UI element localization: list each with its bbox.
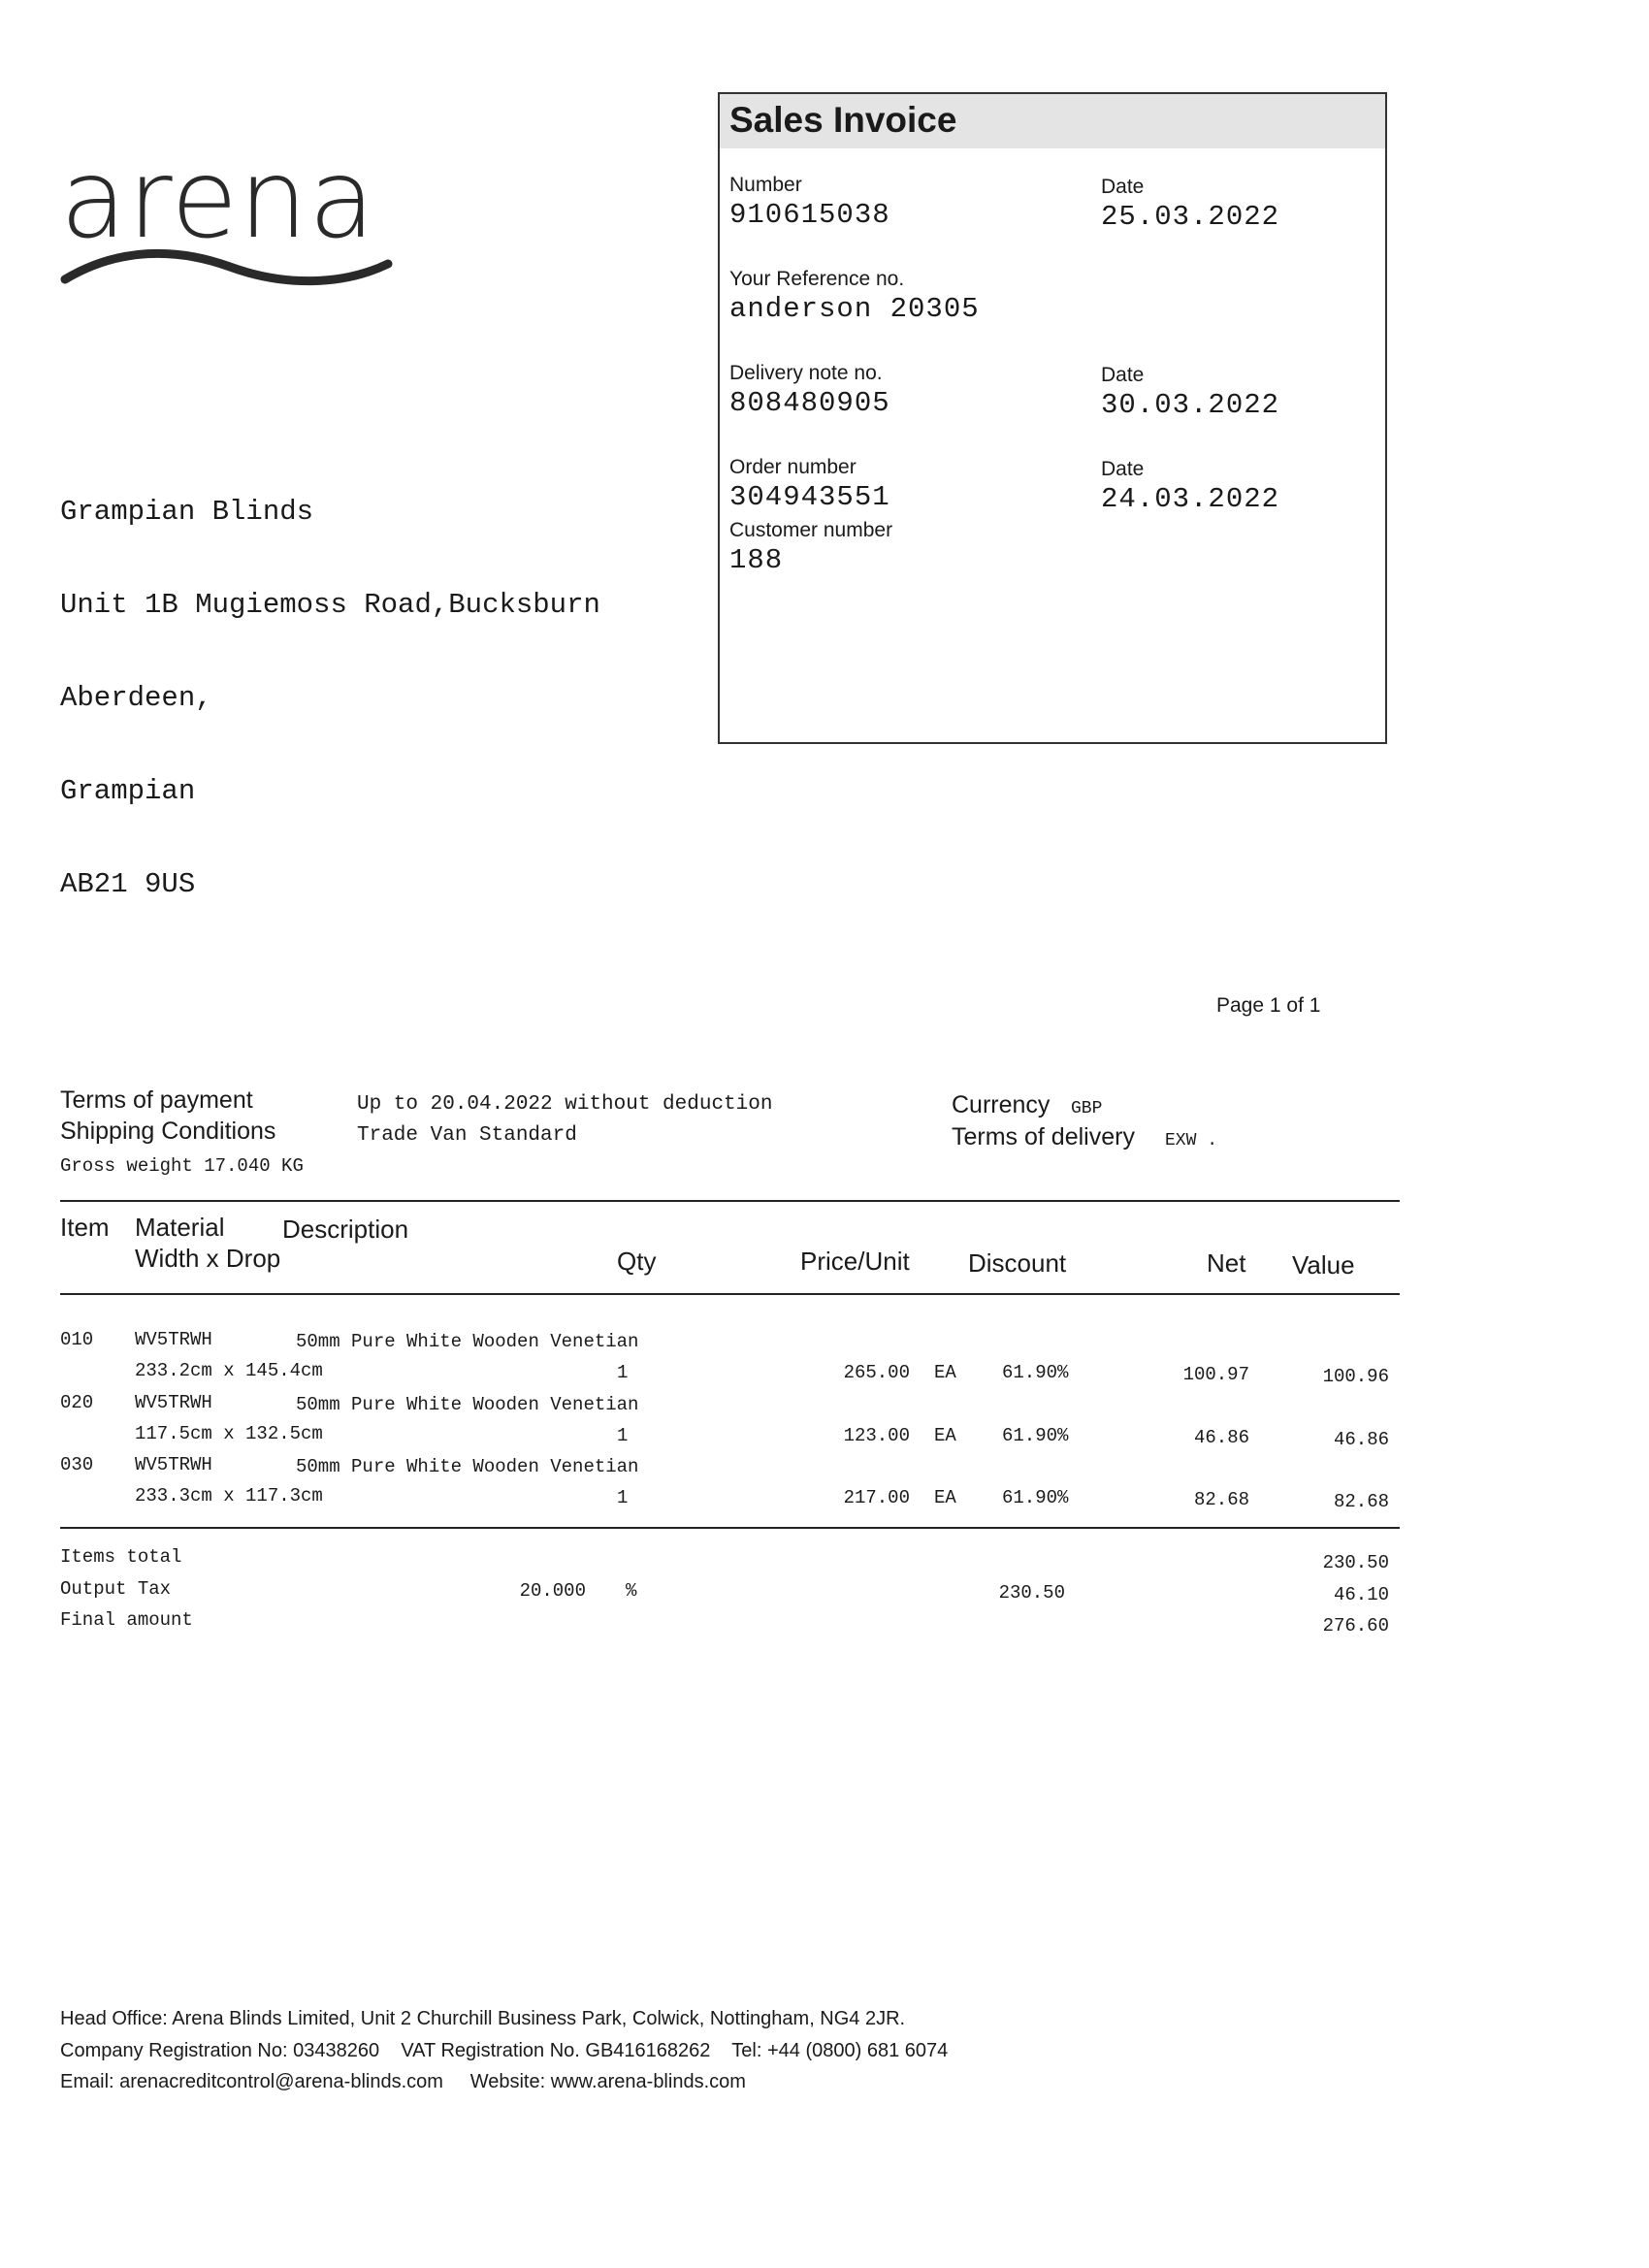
row-description: 50mm Pure White Wooden Venetian <box>296 1331 639 1352</box>
order-date-label: Date <box>1101 458 1145 480</box>
header-description: Description <box>282 1215 409 1244</box>
final-amount-label: Final amount <box>60 1609 193 1631</box>
date-label: Date <box>1101 176 1145 198</box>
items-total-label: Items total <box>60 1546 182 1568</box>
items-total: 230.50 <box>1322 1552 1389 1573</box>
row-price: 123.00 <box>843 1425 910 1446</box>
currency-label: Currency <box>952 1091 1051 1118</box>
row-item: 030 <box>60 1454 94 1475</box>
address-line: Aberdeen, <box>60 682 212 714</box>
row-value: 100.96 <box>1322 1366 1389 1387</box>
terms-of-payment-label: Terms of payment <box>60 1086 253 1114</box>
row-discount: 61.90% <box>1002 1425 1069 1446</box>
row-qty: 1 <box>617 1362 629 1383</box>
delivery-note-number: 808480905 <box>729 387 890 419</box>
invoice-date: 25.03.2022 <box>1101 201 1280 233</box>
row-net: 100.97 <box>1182 1364 1249 1385</box>
logo-text: arena <box>60 137 376 263</box>
order-number: 304943551 <box>729 481 890 513</box>
telephone: Tel: +44 (0800) 681 6074 <box>731 2040 949 2061</box>
currency: GBP <box>1071 1099 1103 1118</box>
header-price-unit: Price/Unit <box>800 1247 910 1276</box>
table-row <box>0 1329 1649 1392</box>
header-value: Value <box>1292 1250 1355 1280</box>
row-size: 233.2cm x 145.4cm <box>135 1360 323 1381</box>
row-qty: 1 <box>617 1487 629 1508</box>
output-tax: 46.10 <box>1333 1584 1389 1605</box>
row-description: 50mm Pure White Wooden Venetian <box>296 1456 639 1477</box>
company-registration: Company Registration No: 03438260 <box>60 2040 380 2061</box>
email: Email: arenacreditcontrol@arena-blinds.com <box>60 2071 443 2092</box>
final-amount: 276.60 <box>1322 1615 1389 1636</box>
row-description: 50mm Pure White Wooden Venetian <box>296 1394 639 1415</box>
address-line: Grampian Blinds <box>60 496 314 528</box>
table-row <box>0 1392 1649 1455</box>
header-qty: Qty <box>617 1247 657 1276</box>
row-material: WV5TRWH <box>135 1454 212 1475</box>
order-number-label: Order number <box>729 456 857 478</box>
terms-of-payment: Up to 20.04.2022 without deduction <box>357 1093 773 1116</box>
row-material: WV5TRWH <box>135 1392 212 1413</box>
logo-wave-icon <box>60 243 395 291</box>
tax-percent-sign: % <box>626 1580 637 1602</box>
reference-number: anderson 20305 <box>729 293 980 325</box>
header-material: Material <box>135 1213 225 1242</box>
invoice-number: 910615038 <box>729 199 890 231</box>
row-price: 217.00 <box>843 1487 910 1508</box>
row-unit: EA <box>934 1487 956 1508</box>
divider <box>60 1200 1400 1202</box>
invoice-title: Sales Invoice <box>729 100 957 140</box>
website: Website: www.arena-blinds.com <box>469 2071 746 2092</box>
row-value: 82.68 <box>1333 1491 1389 1512</box>
footer-head-office: Head Office: Arena Blinds Limited, Unit 2 Churchill Business Park, Colwick, Nottingham, NG4 2JR. <box>60 2008 906 2029</box>
page-indicator: Page 1 of 1 <box>1216 994 1321 1017</box>
company-logo <box>60 137 395 291</box>
row-unit: EA <box>934 1425 956 1446</box>
tax-base: 230.50 <box>998 1582 1065 1604</box>
delivery-date: 30.03.2022 <box>1101 389 1280 421</box>
address-line: Unit 1B Mugiemoss Road,Bucksburn <box>60 589 600 621</box>
terms-of-delivery: EXW . <box>1165 1131 1218 1150</box>
footer-contact <box>60 2071 746 2093</box>
footer-registration <box>60 2040 948 2062</box>
address-line: Grampian <box>60 775 196 807</box>
address-line: AB21 9US <box>60 868 196 900</box>
invoice-header-band <box>720 94 1385 148</box>
shipping-conditions: Trade Van Standard <box>357 1124 577 1147</box>
divider <box>60 1527 1400 1529</box>
customer-address <box>60 435 600 931</box>
row-discount: 61.90% <box>1002 1362 1069 1383</box>
row-unit: EA <box>934 1362 956 1383</box>
row-net: 46.86 <box>1193 1427 1249 1448</box>
header-net: Net <box>1207 1248 1246 1278</box>
header-discount: Discount <box>968 1248 1067 1278</box>
row-size: 117.5cm x 132.5cm <box>135 1423 323 1444</box>
header-item: Item <box>60 1213 110 1242</box>
terms-of-delivery-label: Terms of delivery <box>952 1123 1135 1150</box>
row-price: 265.00 <box>843 1362 910 1383</box>
gross-weight: Gross weight 17.040 KG <box>60 1155 304 1177</box>
vat-registration: VAT Registration No. GB416168262 <box>401 2040 711 2061</box>
delivery-note-label: Delivery note no. <box>729 362 883 384</box>
order-date: 24.03.2022 <box>1101 483 1280 515</box>
delivery-date-label: Date <box>1101 364 1145 386</box>
output-tax-label: Output Tax <box>60 1578 172 1600</box>
table-row <box>0 1454 1649 1517</box>
divider <box>60 1293 1400 1295</box>
row-net: 82.68 <box>1193 1489 1249 1510</box>
reference-label: Your Reference no. <box>729 268 905 290</box>
row-qty: 1 <box>617 1425 629 1446</box>
tax-rate: 20.000 <box>519 1580 586 1602</box>
customer-number-label: Customer number <box>729 519 893 541</box>
row-value: 46.86 <box>1333 1429 1389 1450</box>
invoice-details-box <box>718 92 1387 744</box>
number-label: Number <box>729 174 802 196</box>
shipping-conditions-label: Shipping Conditions <box>60 1118 276 1145</box>
header-width-drop: Width x Drop <box>135 1244 281 1273</box>
row-material: WV5TRWH <box>135 1329 212 1350</box>
row-item: 020 <box>60 1392 94 1413</box>
row-size: 233.3cm x 117.3cm <box>135 1485 323 1507</box>
row-discount: 61.90% <box>1002 1487 1069 1508</box>
row-item: 010 <box>60 1329 94 1350</box>
customer-number: 188 <box>729 544 784 576</box>
